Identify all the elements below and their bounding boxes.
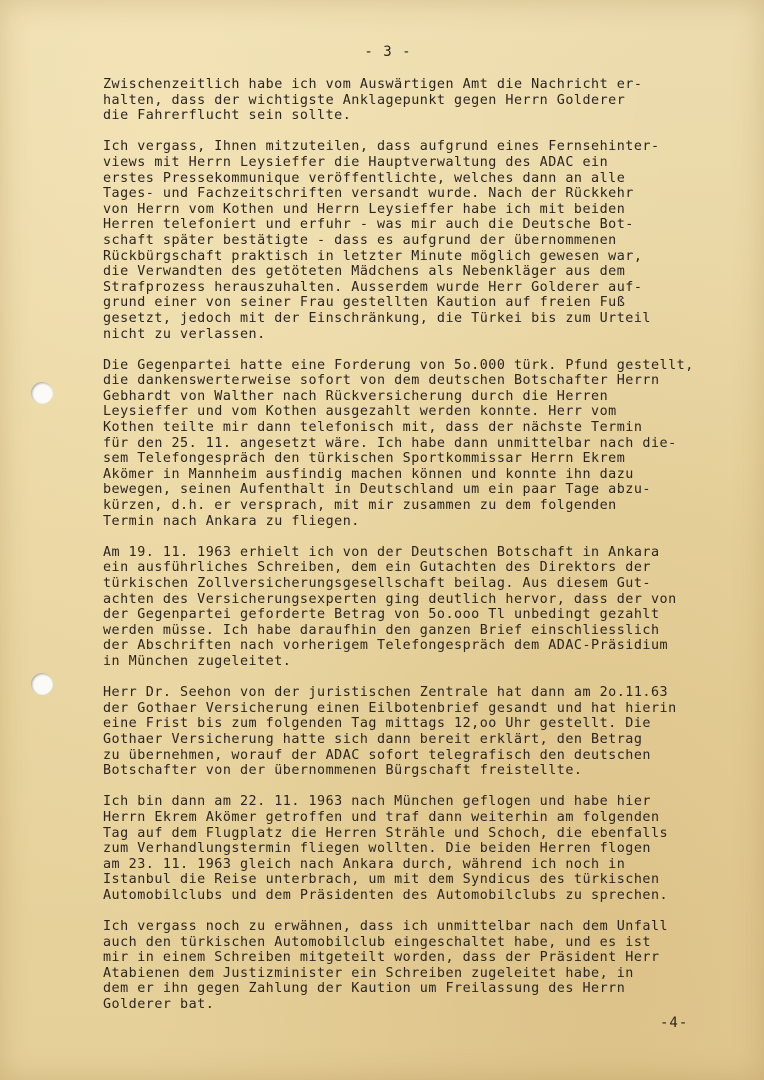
- paragraph-travel: Ich bin dann am 22. 11. 1963 nach München geflogen und habe hier Herrn Ekrem Akömer getroffen und traf dann weiterhin am folgenden Tag auf dem Flugplatz die Herren Strähle und Schoch, die ebenfalls zum Verhandlungstermin fliegen wollten. Die beiden Herren flogen am 23. 11. 1963 gleich nach Ankara durch, während ich noch in Istanbul die Reise unterbrach, um mit dem Syndicus des türkischen Automobilclubs und dem Präsidenten des Automobilclubs zu sprechen.: [103, 794, 669, 903]
- paragraph-automobile-club: Ich vergass noch zu erwähnen, dass ich unmittelbar nach dem Unfall auch den türkischen Automobilclub eingeschaltet habe, und es ist mir in einem Schreiben mitgeteilt worden, dass der Präsident Herr Atabienen dem Justizminister ein Schreiben zugeleitet habe, in dem er ihn gegen Zahlung der Kaution um Freilassung des Herrn Golderer bat.: [103, 919, 669, 1013]
- punch-hole-bottom: [31, 673, 53, 695]
- paragraph-embassy-letter: Am 19. 11. 1963 erhielt ich von der Deutschen Botschaft in Ankara ein ausführliches Schreiben, dem ein Gutachten des Direktors der türkischen Zollversicherungsgesellschaft beilag. Aus diesem Gut- achten des Versicherungsexperten ging deutlich hervor, dass der von der Gegenpartei geforderte Betrag von 5o.ooo Tl unbedingt gezahlt werden müsse. Ich habe daraufhin den ganzen Brief einschliesslich der Abschriften nach vorherigem Telefongespräch dem ADAC-Präsidium in München zugeleitet.: [103, 544, 677, 669]
- letter-body: [103, 77, 753, 1028]
- paragraph-insurance: Herr Dr. Seehon von der juristischen Zentrale hat dann am 2o.11.63 der Gothaer Versicherung einen Eilbotenbrief gesandt und hat hierin eine Frist bis zum folgenden Tag mittags 12,oo Uhr gestellt. Die Gothaer Versicherung hatte sich dann bereit erklärt, den Betrag zu übernehmen, worauf der ADAC sofort telegrafisch den deutschen Botschafter von der übernommenen Bürgschaft freistellte.: [103, 685, 677, 779]
- page-number: - 3 -: [364, 44, 412, 60]
- punch-hole-top: [31, 382, 53, 404]
- paragraph-press-release: Ich vergass, Ihnen mitzuteilen, dass aufgrund eines Fernsehinter- views mit Herrn Leysieffer die Hauptverwaltung des ADAC ein erstes Pressekommunique veröffentlichte, welches dann an alle Tages- und Fachzeitschriften versandt wurde. Nach der Rückkehr von Herrn vom Kothen und Herrn Leysieffer habe ich mit beiden Herren telefoniert und erfuhr - was mir auch die Deutsche Bot- schaft später bestätigte - dass es aufgrund der übernommenen Rückbürgschaft praktisch in letzter Minute möglich gewesen war, die Verwandten des getöteten Mädchens als Nebenkläger aus dem Strafprozess herauszuhalten. Ausserdem wurde Herr Golderer auf- grund einer von seiner Frau gestellten Kaution auf freien Fuß gesetzt, jedoch mit der Einschränkung, die Türkei bis zum Urteil nicht zu verlassen.: [103, 139, 660, 342]
- next-page-marker: -4-: [660, 1015, 689, 1031]
- paragraph-counterclaim: Die Gegenpartei hatte eine Forderung von 5o.000 türk. Pfund gestellt, die dankenswerterweise sofort von dem deutschen Botschafter Herrn Gebhardt von Walther nach Rückversicherung durch die Herren Leysieffer und vom Kothen ausgezahlt werden konnte. Herr vom Kothen teilte mir dann telefonisch mit, dass der nächste Termin für den 25. 11. angesetzt wäre. Ich habe dann unmittelbar nach die- sem Telefongespräch den türkischen Sportkommissar Herrn Ekrem Akömer in Mannheim ausfindig machen können und konnte ihn dazu bewegen, seinen Aufenthalt in Deutschland um ein paar Tage abzu- kürzen, d.h. er versprach, mit mir zusammen zu dem folgenden Termin nach Ankara zu fliegen.: [103, 357, 694, 529]
- paragraph-foreign-office: Zwischenzeitlich habe ich vom Auswärtigen Amt die Nachricht er- halten, dass der wichtigste Anklagepunkt gegen Herrn Golderer die Fahrerflucht sein sollte.: [103, 77, 643, 124]
